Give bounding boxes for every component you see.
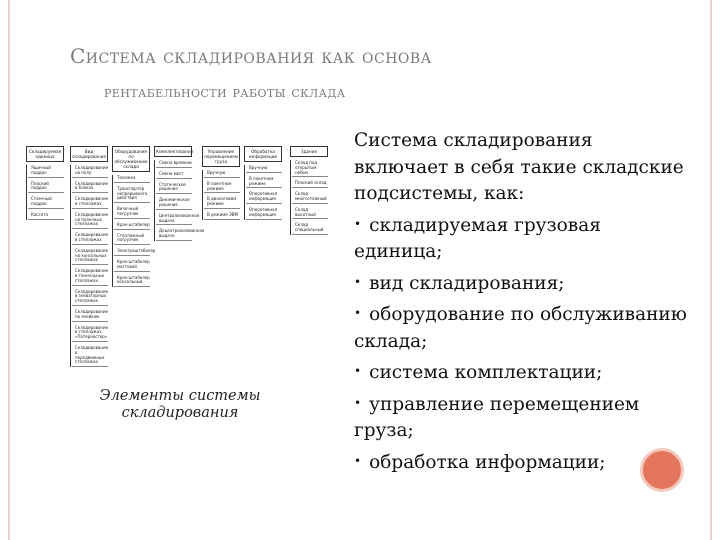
diagram-column bbox=[202, 146, 240, 220]
bullet-icon: • bbox=[354, 453, 362, 468]
diagram-item: Тележка bbox=[114, 175, 150, 183]
diagram-item: Склад под открытым небом bbox=[292, 160, 328, 177]
diagram-item: Транспортер непрерывного действия bbox=[114, 186, 150, 203]
diagram-column-head: Здание bbox=[290, 146, 328, 157]
diagram-item: Складирование в блоках bbox=[72, 181, 108, 194]
diagram-item: Вручную bbox=[204, 170, 240, 178]
diagram-item: Плоский поддон bbox=[28, 181, 64, 194]
diagram-item: В режиме ЭВМ bbox=[204, 212, 240, 220]
diagram-item: В пакетном режиме bbox=[246, 176, 282, 189]
right-edge-line bbox=[710, 0, 712, 540]
diagram-item: Кран-штабелер мостовой bbox=[114, 259, 150, 272]
diagram-item: Складирование в тоннельных стеллажах bbox=[72, 268, 108, 285]
diagram-item: Кран-штабелер bbox=[114, 222, 150, 230]
diagram-connector-line bbox=[26, 165, 27, 220]
diagram-column bbox=[26, 146, 64, 220]
list-item: • обработка информации; bbox=[354, 451, 606, 473]
diagram-item: Плоский склад bbox=[292, 180, 328, 188]
diagram-item: Децентрализованная выдача bbox=[156, 228, 192, 241]
title-line-1: Система складирования как основа bbox=[70, 44, 432, 68]
diagram-item: Централизованная выдача bbox=[156, 213, 192, 226]
warehouse-system-diagram bbox=[26, 138, 326, 370]
diagram-item: Склад многоэтажный bbox=[292, 191, 328, 204]
diagram-item: Складирование в передвижных стеллажах bbox=[72, 345, 108, 367]
diagram-connector-line bbox=[290, 160, 291, 235]
diagram-item: Кран-штабелер консольный bbox=[114, 275, 150, 288]
diagram-connector-line bbox=[70, 165, 71, 367]
diagram-item: Склад специальный bbox=[292, 222, 328, 235]
diagram-column-head: Складируемая единица bbox=[26, 146, 64, 162]
diagram-item: Складирование в стеллажах bbox=[72, 196, 108, 209]
bullet-icon: • bbox=[354, 306, 362, 320]
diagram-item: Оперативная информация bbox=[246, 207, 282, 220]
list-item: • управление перемещением груза; bbox=[354, 393, 640, 441]
diagram-item: Складирование на полу bbox=[72, 165, 108, 178]
diagram-item: Статическое решение bbox=[156, 182, 192, 195]
slide-body bbox=[354, 128, 690, 476]
diagram-item: В диалоговом режиме bbox=[204, 196, 240, 209]
diagram-item: Смена времени bbox=[156, 160, 192, 168]
diagram-item: Стеллажный погрузчик bbox=[114, 233, 150, 246]
diagram-item: Электроштабелер bbox=[114, 248, 150, 256]
diagram-caption: Элементы системы складирования bbox=[99, 388, 261, 421]
diagram-item: Склад высотный bbox=[292, 207, 328, 220]
diagram-column bbox=[70, 146, 108, 367]
diagram-connector-line bbox=[202, 170, 203, 220]
title-line-2: рентабельности работы склада bbox=[104, 82, 346, 101]
diagram-item: Складирование по ячейкам bbox=[72, 309, 108, 322]
diagram-item: В пакетном режиме bbox=[204, 181, 240, 194]
list-item: • вид складирования; bbox=[354, 272, 565, 294]
diagram-connector-line bbox=[244, 165, 245, 220]
diagram-connector-line bbox=[112, 175, 113, 287]
left-edge-line bbox=[8, 0, 10, 540]
diagram-item: Ящичный поддон bbox=[28, 165, 64, 178]
diagram-connector-line bbox=[154, 160, 155, 241]
slide-title bbox=[70, 44, 630, 101]
intro-text: Система складирования включает в себя такие складские подсистемы, как: bbox=[354, 130, 684, 204]
diagram-item: Вилочный погрузчик bbox=[114, 206, 150, 219]
diagram-item: Складирование на полочных стеллажах bbox=[72, 212, 108, 229]
diagram-column-head: Комплектование bbox=[154, 146, 192, 157]
diagram-item: Смена мест bbox=[156, 171, 192, 179]
diagram-item: Вручную bbox=[246, 165, 282, 173]
bullet-icon: • bbox=[354, 364, 362, 378]
list-item: • оборудование по обслуживанию склада; bbox=[354, 304, 687, 352]
diagram-column-head: Вид складирования bbox=[70, 146, 108, 162]
bullet-icon: • bbox=[354, 216, 362, 231]
diagram-column bbox=[244, 146, 282, 220]
diagram-item: Складирование на консольных стеллажах bbox=[72, 248, 108, 265]
diagram-column bbox=[112, 146, 156, 287]
diagram-column-head: Управление перемещением груза bbox=[202, 146, 240, 167]
subsystems-list bbox=[354, 211, 690, 477]
diagram-column bbox=[290, 146, 328, 235]
diagram-item: Складирование в стеллажах bbox=[72, 232, 108, 245]
bullet-icon: • bbox=[354, 395, 362, 410]
diagram-column-head: Оборудование по обслуживанию склада bbox=[112, 146, 150, 172]
list-item: • складируемая грузовая единица; bbox=[354, 214, 601, 262]
diagram-item: Складирование в элеваторных стеллажах bbox=[72, 289, 108, 306]
diagram-item: Складирование в стеллажах «Патерностер» bbox=[72, 325, 108, 342]
bullet-icon: • bbox=[354, 274, 362, 289]
decorative-circle bbox=[640, 448, 684, 492]
diagram-item: Кассета bbox=[28, 212, 64, 220]
list-item: • система комплектации; bbox=[354, 362, 603, 383]
diagram-column bbox=[154, 146, 205, 241]
diagram-column-head: Обработка информации bbox=[244, 146, 282, 162]
diagram-item: Стоечный поддон bbox=[28, 196, 64, 209]
diagram-item: Оперативная информация bbox=[246, 191, 282, 204]
diagram-item: Динамическое решение bbox=[156, 197, 192, 210]
